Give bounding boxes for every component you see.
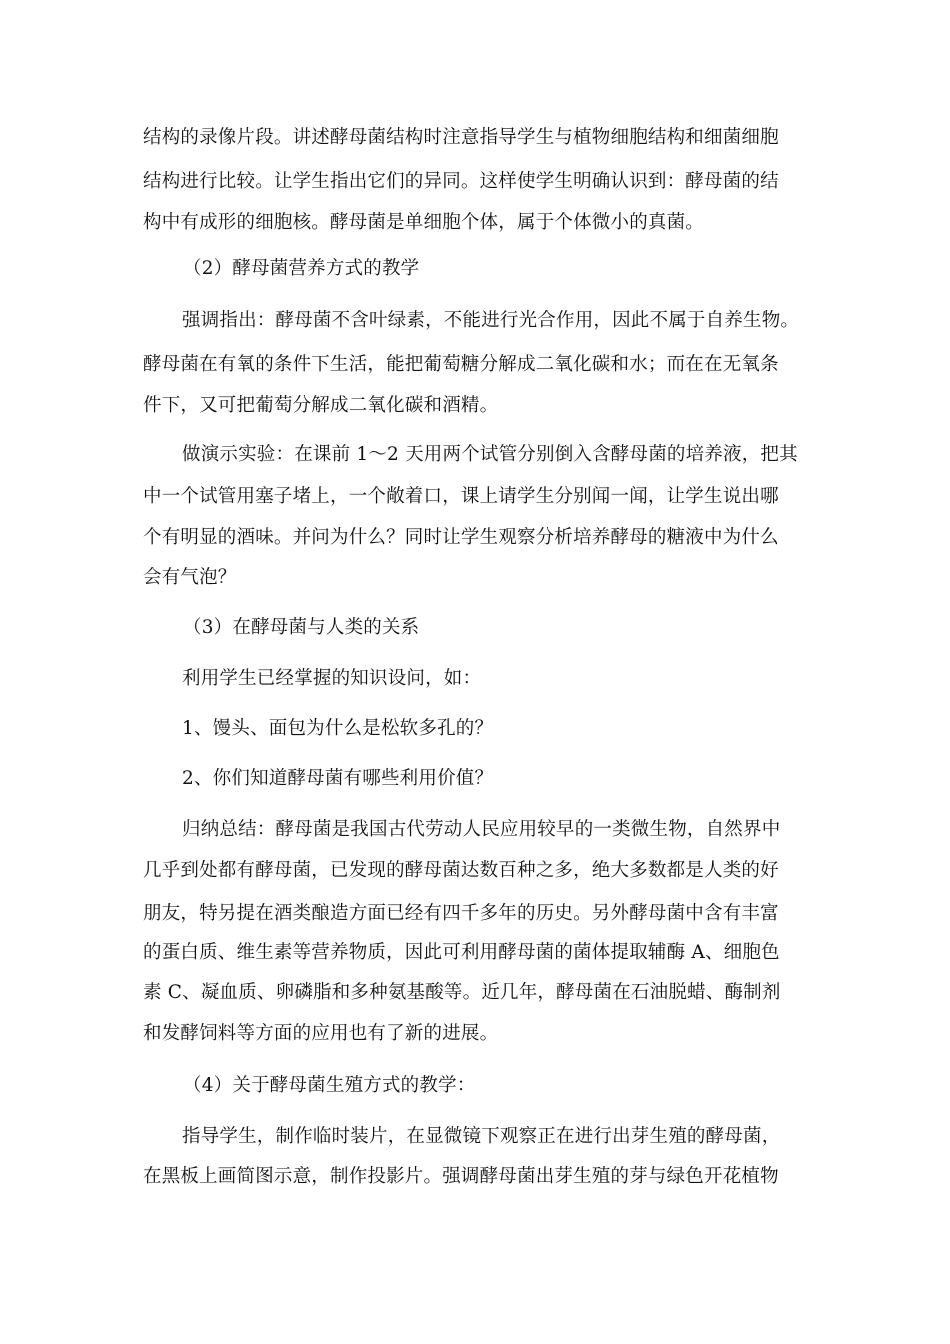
text-line: 在黑板上画简图示意，制作投影片。强调酵母菌出芽生殖的芽与绿色开花植物 xyxy=(143,1166,779,1187)
text-line: 会有气泡？ xyxy=(143,567,237,588)
text-line: 和发酵饲料等方面的应用也有了新的进展。 xyxy=(143,1023,499,1044)
section-heading: （2）酵母菌营养方式的教学 xyxy=(183,258,420,279)
section-heading: （4）关于酵母菌生殖方式的教学： xyxy=(183,1075,476,1096)
section-heading: （3）在酵母菌与人类的关系 xyxy=(183,617,420,638)
text-line: 个有明显的酒味。并问为什么？同时让学生观察分析培养酵母的糖液中为什么 xyxy=(143,527,779,548)
text-line: 几乎到处都有酵母菌，已发现的酵母菌达数百种之多，绝大多数都是人类的好 xyxy=(143,860,779,881)
paragraph-start: 强调指出：酵母菌不含叶绿素，不能进行光合作用，因此不属于自养生物。 xyxy=(182,310,800,331)
text-line: 结构的录像片段。讲述酵母菌结构时注意指导学生与植物细胞结构和细菌细胞 xyxy=(143,127,779,148)
text-line: 的蛋白质、维生素等营养物质，因此可利用酵母菌的菌体提取辅酶 A、细胞色 xyxy=(143,942,780,963)
text-line: 结构进行比较。让学生指出它们的异同。这样使学生明确认识到：酵母菌的结 xyxy=(143,171,779,192)
paragraph-start: 归纳总结：酵母菌是我国古代劳动人民应用较早的一类微生物，自然界中 xyxy=(182,819,781,840)
paragraph-start: 做演示实验：在课前 1～2 天用两个试管分别倒入含酵母菌的培养液，把其 xyxy=(182,444,798,465)
paragraph-start: 指导学生，制作临时装片，在显微镜下观察正在进行出芽生殖的酵母菌， xyxy=(182,1126,781,1147)
text-line: 构中有成形的细胞核。酵母菌是单细胞个体，属于个体微小的真菌。 xyxy=(143,212,705,233)
list-item: 1、馒头、面包为什么是松软多孔的？ xyxy=(182,718,494,739)
text-line: 中一个试管用塞子堵上，一个敞着口，课上请学生分别闻一闻，让学生说出哪 xyxy=(143,486,779,507)
text-line: 件下，又可把葡萄分解成二氧化碳和酒精。 xyxy=(143,395,499,416)
text-line: 酵母菌在有氧的条件下生活，能把葡萄糖分解成二氧化碳和水；而在在无氧条 xyxy=(143,354,779,375)
paragraph-start: 利用学生已经掌握的知识设问，如： xyxy=(182,668,482,689)
list-item: 2、你们知道酵母菌有哪些利用价值？ xyxy=(182,768,494,789)
text-line: 素 C、凝血质、卵磷脂和多种氨基酸等。近几年，酵母菌在石油脱蜡、酶制剂 xyxy=(143,982,781,1003)
text-line: 朋友，特另提在酒类酿造方面已经有四千多年的历史。另外酵母菌中含有丰富 xyxy=(143,903,779,924)
